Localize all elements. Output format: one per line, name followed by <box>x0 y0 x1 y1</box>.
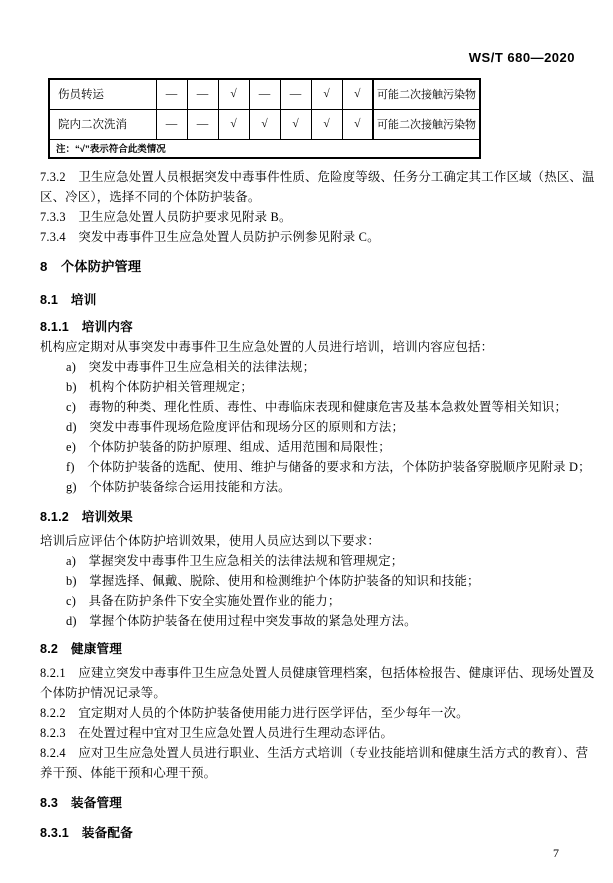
mark-cell: — <box>280 79 311 109</box>
list-item-c: c) 毒物的种类、理化性质、毒性、中毒临床表现和健康危害及基本急救处置等相关知识； <box>66 400 568 414</box>
paragraph-8-1-2-intro: 培训后应评估个体防护培训效果，使用人员应达到以下要求： <box>40 534 380 548</box>
paragraph-7-3-2-line-2: 区、冷区），选择不同的个体防护装备。 <box>40 190 261 204</box>
section-heading-8-1: 8.1 培训 <box>40 293 97 307</box>
section-heading-8-1-1: 8.1.1 培训内容 <box>40 320 133 334</box>
mark-cell: √ <box>249 109 280 139</box>
mark-cell: √ <box>218 79 249 109</box>
remark-cell: 可能二次接触污染物 <box>373 79 480 109</box>
standard-code-header: WS/T 680—2020 <box>468 50 575 65</box>
section-heading-8-3-1: 8.3.1 装备配备 <box>40 826 133 840</box>
task-label: 院内二次洗消 <box>49 109 156 139</box>
paragraph-8-2-4-line-2: 养干预、体能干预和心理干预。 <box>40 766 217 780</box>
mark-cell: √ <box>280 109 311 139</box>
list-item-a: a) 突发中毒事件卫生应急相关的法律法规； <box>66 360 316 374</box>
section-heading-8: 8 个体防护管理 <box>40 259 142 274</box>
paragraph-8-2-3: 8.2.3 在处置过程中宜对卫生应急处置人员进行生理动态评估。 <box>40 726 394 740</box>
table-footnote: 注：“√”表示符合此类情况 <box>49 139 480 158</box>
task-label: 伤员转运 <box>49 79 156 109</box>
mark-cell: √ <box>342 79 373 109</box>
list-item-d: d) 掌握个体防护装备在使用过程中突发事故的紧急处理方法。 <box>66 614 417 628</box>
paragraph-7-3-3: 7.3.3 卫生应急处置人员防护要求见附录 B。 <box>40 210 292 224</box>
mark-cell: √ <box>342 109 373 139</box>
mark-cell: — <box>156 109 187 139</box>
list-item-b: b) 掌握选择、佩戴、脱除、使用和检测维护个体防护装备的知识和技能； <box>66 574 480 588</box>
paragraph-8-2-1-line-2: 个体防护情况记录等。 <box>40 686 166 700</box>
table-note-row <box>49 139 480 158</box>
table-row <box>49 79 480 109</box>
paragraph-7-3-2-line-1: 7.3.2 卫生应急处置人员根据突发中毒事件性质、危险度等级、任务分工确定其工作区域（热区、温 <box>40 170 595 184</box>
section-heading-8-1-2: 8.1.2 培训效果 <box>40 510 133 524</box>
mark-cell: — <box>249 79 280 109</box>
list-item-b: b) 机构个体防护相关管理规定； <box>66 380 253 394</box>
paragraph-8-2-1-line-1: 8.2.1 应建立突发中毒事件卫生应急处置人员健康管理档案，包括体检报告、健康评估、现场处置及 <box>40 666 595 680</box>
paragraph-8-2-2: 8.2.2 宜定期对人员的个体防护装备使用能力进行医学评估，至少每年一次。 <box>40 706 469 720</box>
list-item-c: c) 具备在防护条件下安全实施处置作业的能力； <box>66 594 341 608</box>
section-heading-8-2: 8.2 健康管理 <box>40 642 123 656</box>
list-item-d: d) 突发中毒事件现场危险度评估和现场分区的原则和方法； <box>66 420 405 434</box>
mark-cell: — <box>187 79 218 109</box>
remark-cell: 可能二次接触污染物 <box>373 109 480 139</box>
paragraph-8-2-4-line-1: 8.2.4 应对卫生应急处置人员进行职业、生活方式培训（专业技能培训和健康生活方式的教育）、营 <box>40 746 589 760</box>
mark-cell: — <box>156 79 187 109</box>
table-row <box>49 109 480 139</box>
list-item-g: g) 个体防护装备综合运用技能和方法。 <box>66 480 291 494</box>
section-heading-8-3: 8.3 装备管理 <box>40 796 123 810</box>
page-number: 7 <box>553 846 559 860</box>
mark-cell: √ <box>311 109 342 139</box>
list-item-a: a) 掌握突发中毒事件卫生应急相关的法律法规和管理规定； <box>66 554 404 568</box>
paragraph-7-3-4: 7.3.4 突发中毒事件卫生应急处置人员防护示例参见附录 C。 <box>40 230 380 244</box>
mark-cell: — <box>187 109 218 139</box>
list-item-f: f) 个体防护装备的选配、使用、维护与储备的要求和方法，个体防护装备穿脱顺序见附录 D； <box>66 460 591 474</box>
paragraph-8-1-1-intro: 机构应定期对从事突发中毒事件卫生应急处置的人员进行培训，培训内容应包括： <box>40 340 494 354</box>
ppe-task-table <box>48 78 481 159</box>
list-item-e: e) 个体防护装备的防护原理、组成、适用范围和局限性； <box>66 440 391 454</box>
mark-cell: √ <box>218 109 249 139</box>
document-body <box>40 167 595 843</box>
mark-cell: √ <box>311 79 342 109</box>
